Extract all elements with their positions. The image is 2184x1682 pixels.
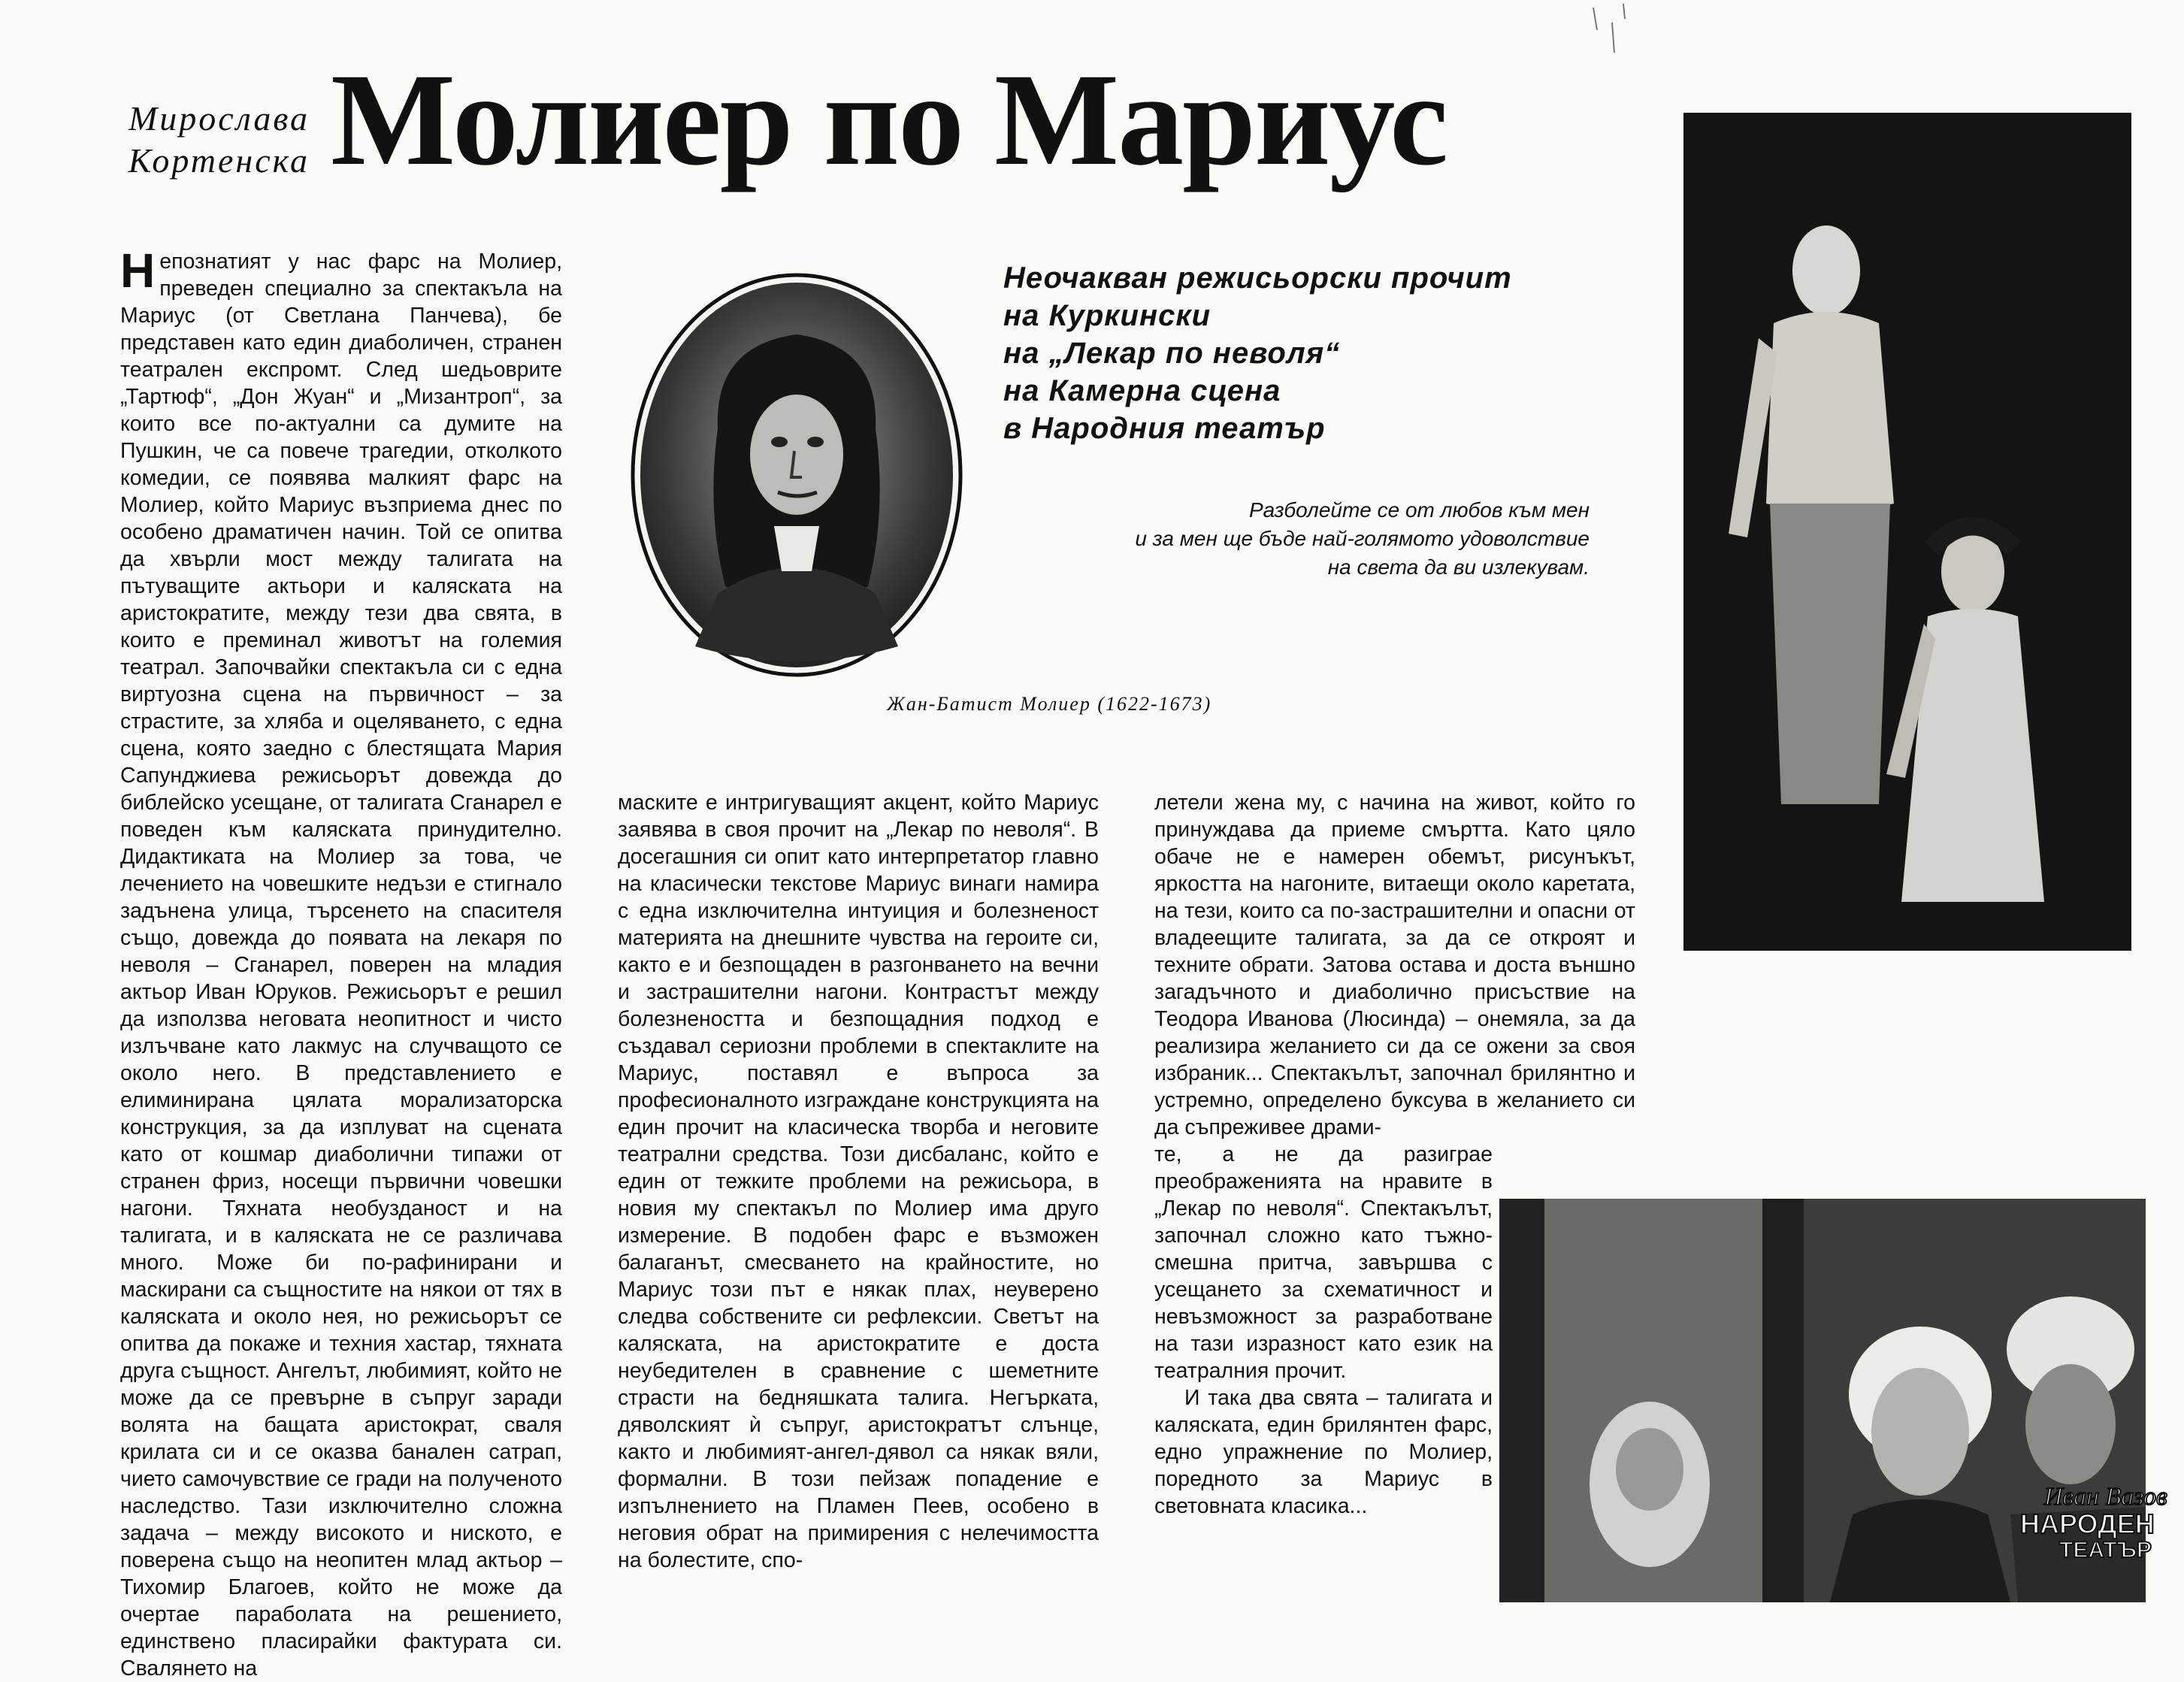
column-3-text: летели жена му, с начина на живот, който го принуждава да приеме смъртта. Като цяло обаче не е намерен обемът, рисунъкът, яркостта на нагоните, витаещи около каретата, на тези, които са по-застрашителни и опасни от владеещите талигата, за да се откроят и техните обрати. Затова остава и доста външно загадъчното и диаболично присъствие на Теодора Иванова (Люсинда) – онемяла, за да реализира желанието си да се ожени за своя избраник... Спектакълът, започнал брилянтно и устремно, определено буксува в желанието си да съпреживее драми-	[1154, 791, 1635, 1139]
stage-photo-actors	[1683, 113, 2131, 951]
article-column-3-upper	[1154, 789, 1635, 1141]
moliere-portrait	[628, 271, 966, 680]
quote-line: Разболейте се от любов към мен	[1248, 498, 1590, 522]
column-3-lower-text: те, а не да разиграе преображенията на нравите в „Лекар по неволя“. Спектакълът, започнал сложно като тъжно-смешна притча, завършва с усещането за схематичност и невъзможност за разработване на тази изразност като език на театралния прочит.	[1154, 1142, 1493, 1383]
scan-artifact	[1578, 0, 1653, 75]
column-3-closing-text: И така два свята – талигата и каляската, един брилянтен фарс, едно упражнение по Молиер, поредното за Мариус в световната класика...	[1154, 1386, 1493, 1518]
article-column-3-lower	[1154, 1141, 1493, 1602]
subtitle-line: на Куркински	[1003, 299, 1211, 332]
pull-quote	[1045, 496, 1590, 582]
stamp-line-2: ТЕАТЪР	[2059, 1538, 2152, 1563]
author-name	[84, 98, 310, 182]
national-theatre-stamp	[2014, 1473, 2172, 1563]
subtitle-line: на „Лекар по неволя“	[1003, 337, 1341, 370]
stamp-script: Иван Вазов	[2044, 1483, 2167, 1511]
column-2-text: маските е интригуващият акцент, който Мариус заявява в своя прочит на „Лекар по неволя“. В досегашния си опит като интерпретатор главно на класически текстове Мариус винаги намира с една изключителна интуиция и болезненост материята на днешните чувства на героите си, както е и безпощаден в разгонването на вечни и застрашителни нагони. Контрастът между болезнеността и безпощадния подход е създавал сериозни проблеми в спектаклите на Мариус, поставял е въпроса за професионалното изграждане конструкцията на един прочит на класическа творба и неговите театрални средства. Този дисбаланс, който е един от тежките проблеми на режисьора, в новия му спектакъл по Молиер има друго измерение. В подобен фарс е възможен балаганът, смесването на крайностите, но Мариус този път е някак плах, неуверено следва собствените си рефлексии. Светът на каляската, на аристократите е доста неубедителен в сравнение с шеметните страсти на бедняшката талига. Негърката, дяволският ѝ съпруг, аристократът слънце, както и любимият-ангел-дявол са някак вяли, формални. В този пейзаж попадение е изпълнението на Пламен Пеев, особено в неговия обрат на примирения с нелечимостта на болестите, спо-	[618, 791, 1099, 1572]
subtitle-line: в Народния театър	[1003, 412, 1326, 445]
article-column-1	[120, 244, 562, 1680]
portrait-caption: Жан-Батист Молиер (1622-1673)	[887, 693, 1212, 715]
subtitle-line: на Камерна сцена	[1003, 374, 1281, 407]
stamp-line-1: НАРОДЕН	[2020, 1508, 2155, 1539]
quote-line: и за мен ще бъде най-голямото удоволствие	[1135, 527, 1590, 550]
article-title: Молиер по Мариус	[331, 47, 1447, 193]
drop-cap: Н	[120, 244, 156, 298]
quote-line: на света да ви излекувам.	[1327, 555, 1590, 579]
subtitle-line: Неочакван режисьорски прочит	[1003, 262, 1512, 295]
author-last-name: Кортенска	[128, 141, 310, 180]
column-1-text: епознатият у нас фарс на Молиер, преведен специално за спектакъла на Мариус (от Светлана Панчева), бе представен като един диаболичен, странен театрален експромт. След шедьоврите „Тартюф“, „Дон Жуан“ и „Мизантроп“, за които все по-актуални са думите на Пушкин, че са повече трагедии, отколкото комедии, се появява малкият фарс на Молиер, който Мариус възприема днес по особено драматичен начин. Той се опитва да хвърли мост между талигата на пътуващите актьори и каляската на аристократите, между тези два свята, в които е преминал животът на големия театрал. Започвайки спектакъла си с една виртуозна сцена на първичност – за страстите, за хляба и оцеляването, с една сцена, която заедно с блестящата Мария Сапунджиева режисьорът довежда до библейско усещане, от талигата Сганарел е поведен към каляската принудително. Дидактиката на Молиер за това, че лечението на човешките недъзи е стигнало задънена улица, търсенето на спасителя също, довежда до появата на лекаря по неволя – Сганарел, поверен на младия актьор Иван Юруков. Режисьорът е решил да използва неговата неопитност и чисто излъчване като лакмус на случващото се около него. В представлението е елиминирана цялата морализаторска конструкция, за да изплуват на сцената като от кошмар диаболични типажи от странен фриз, носещи първични човешки нагони. Тяхната необузданост и на талигата, и в каляската не се различава много. Може би по-рафинирани и маскирани са същностите на някои от тях в каляската и около нея, но режисьорът се опитва да покаже и техния хастар, тяхната друга същност. Ангелът, любимият, който не може да се превърне в съпруг заради волята на бащата аристократ, сваля крилата си и се оказва банален сатрап, чието самочувствие се гради на полученото наследство. Тази изключително сложна задача – между високото и ниското, е поверена също на неопитен млад актьор – Тихомир Благоев, който не може да очертае параболата на решението, единствено пласирайки фактурата си. Свалянето на	[120, 250, 562, 1680]
article-column-2	[618, 789, 1099, 1602]
theatre-logo-icon	[2014, 1473, 2172, 1563]
article-subtitle	[1003, 259, 1620, 447]
author-first-name: Мирослава	[128, 99, 310, 138]
